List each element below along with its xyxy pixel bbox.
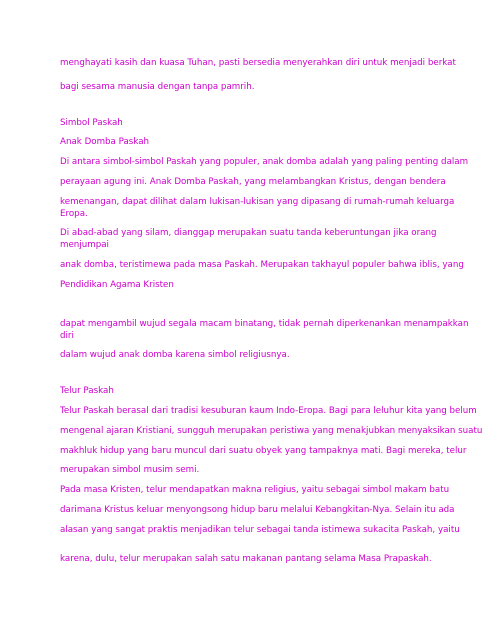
- section-heading-telur-paskah: Telur Paskah: [60, 386, 114, 396]
- text-line: Pada masa Kristen, telur mendapatkan makna religius, yaitu sebagai simbol makam batu: [60, 485, 450, 495]
- text-line: merupakan simbol musim semi.: [60, 465, 200, 475]
- text-line: makhluk hidup yang baru muncul dari suatu obyek yang tampaknya mati. Bagi mereka, telur: [60, 446, 467, 456]
- text-line: dapat mengambil wujud segala macam binatang, tidak pernah diperkenankan menampakkan: [60, 319, 469, 329]
- subheading-anak-domba-paskah: Anak Domba Paskah: [60, 137, 150, 147]
- text-line: Eropa.: [60, 209, 88, 219]
- text-line: Telur Paskah berasal dari tradisi kesuburan kaum Indo-Eropa. Bagi para leluhur kita yang belum: [60, 406, 477, 416]
- text-line: karena, dulu, telur merupakan salah satu makanan pantang selama Masa Prapaskah.: [60, 554, 432, 564]
- text-line: Pendidikan Agama Kristen: [60, 280, 174, 290]
- text-line: alasan yang sangat praktis menjadikan telur sebagai tanda istimewa sukacita Paskah, yaitu: [60, 525, 460, 535]
- text-line: Di abad-abad yang silam, dianggap merupakan suatu tanda keberuntungan jika orang: [60, 228, 437, 238]
- text-line: perayaan agung ini. Anak Domba Paskah, yang melambangkan Kristus, dengan bendera: [60, 177, 446, 187]
- text-line: Di antara simbol-simbol Paskah yang populer, anak domba adalah yang paling penting dalam: [60, 157, 469, 167]
- text-line: dalam wujud anak domba karena simbol religiusnya.: [60, 350, 290, 360]
- text-line: kemenangan, dapat dilihat dalam lukisan-lukisan yang dipasang di rumah-rumah keluarga: [60, 197, 455, 207]
- text-line: menjumpai: [60, 240, 109, 250]
- text-line: darimana Kristus keluar menyongsong hidup baru melalui Kebangkitan-Nya. Selain itu ada: [60, 505, 455, 515]
- text-line: menghayati kasih dan kuasa Tuhan, pasti bersedia menyerahkan diri untuk menjadi berkat: [60, 58, 456, 68]
- text-line: bagi sesama manusia dengan tanpa pamrih.: [60, 82, 255, 92]
- section-heading-simbol-paskah: Simbol Paskah: [60, 118, 123, 128]
- text-line: mengenal ajaran Kristiani, sungguh merupakan peristiwa yang menakjubkan menyaksikan suatu: [60, 426, 483, 436]
- text-line: anak domba, teristimewa pada masa Paskah. Merupakan takhayul populer bahwa iblis, yang: [60, 260, 464, 270]
- text-line: diri: [60, 331, 74, 341]
